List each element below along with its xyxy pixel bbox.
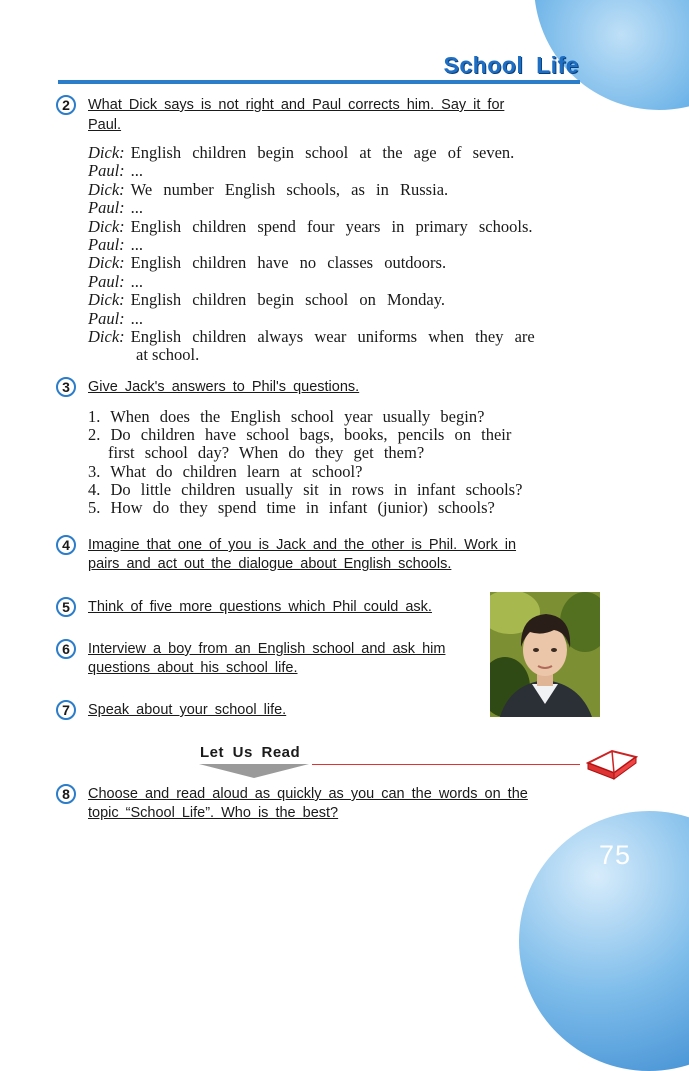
task-instruction-line: Give Jack's answers to Phil's questions. [88, 379, 360, 395]
dialogue-text: ... [130, 198, 144, 218]
boy-portrait-illustration [490, 592, 600, 717]
speaker-label: Paul: [88, 198, 125, 218]
title-divider [58, 80, 580, 84]
dialogue-line [88, 218, 580, 236]
question-item: 1. When does the English school year usually begin? [88, 407, 485, 426]
task-instruction-line: Interview a boy from an English school and ask him [88, 641, 446, 657]
section-title: Let Us Read [200, 744, 301, 761]
dialogue-block [88, 144, 580, 365]
question-item: 2. Do children have school bags, books, pencils on their [88, 425, 512, 445]
question-item: 5. How do they spend time in infant (junior) schools? [88, 498, 495, 518]
speaker-label: Dick: [88, 327, 125, 347]
dialogue-line [88, 328, 580, 346]
task-instruction-line: Choose and read aloud as quickly as you can the words on the [88, 786, 528, 802]
speaker-label: Paul: [88, 308, 125, 328]
dialogue-text: ... [130, 235, 144, 255]
section-arrow-decoration [199, 764, 309, 778]
dialogue-text: ... [130, 271, 144, 291]
dialogue-line [88, 273, 580, 291]
task-number-badge: 2 [56, 95, 76, 115]
task-instruction-line: topic “School Life”. Who is the best? [88, 805, 339, 821]
dialogue-text: English children have no classes outdoors. [130, 253, 447, 273]
dialogue-line [88, 254, 580, 272]
task-instruction-line: Think of five more questions which Phil could ask. [88, 599, 432, 615]
speaker-label: Dick: [88, 290, 125, 310]
boy-photo [490, 592, 600, 717]
dialogue-text: ... [130, 308, 144, 328]
dialogue-line [88, 291, 580, 309]
dialogue-text: English children spend four years in primary schools. [130, 216, 533, 236]
speaker-label: Dick: [88, 179, 125, 199]
dialogue-line [88, 162, 580, 180]
task-number-badge: 3 [56, 377, 76, 397]
speaker-label: Dick: [88, 253, 125, 273]
speaker-label: Dick: [88, 143, 125, 162]
task-instruction-line: Speak about your school life. [88, 702, 287, 718]
open-book-icon [586, 743, 638, 788]
page-number: 75 [598, 840, 631, 870]
task-instruction-line: Paul. [88, 117, 122, 133]
question-item: 4. Do little children usually sit in rows in infant schools? [88, 479, 523, 499]
dialogue-line [88, 310, 580, 328]
task-number-badge: 5 [56, 597, 76, 617]
task-number-badge: 4 [56, 535, 76, 555]
speaker-label: Paul: [88, 235, 125, 255]
dialogue-line [88, 236, 580, 254]
task-instruction-line: questions about his school life. [88, 660, 298, 676]
question-list [88, 408, 580, 517]
task-number-badge: 6 [56, 639, 76, 659]
dialogue-line [88, 199, 580, 217]
task-number-badge: 8 [56, 784, 76, 804]
dialogue-text: ... [130, 161, 144, 181]
task-instruction-line: What Dick says is not right and Paul corrects him. Say it for [88, 97, 505, 113]
section-divider [312, 764, 580, 765]
question-item-continuation: first school day? When do they get them? [108, 443, 425, 463]
dialogue-line [88, 181, 580, 199]
dialogue-continuation: at school. [136, 345, 200, 365]
task-instruction-line: pairs and act out the dialogue about English schools. [88, 556, 452, 572]
dialogue-text: English children begin school on Monday. [130, 290, 446, 310]
dialogue-text: English children always wear uniforms when they are [130, 327, 535, 347]
question-item: 3. What do children learn at school? [88, 461, 363, 481]
task-number-badge: 7 [56, 700, 76, 720]
dialogue-text: We number English schools, as in Russia. [130, 179, 449, 199]
speaker-label: Paul: [88, 161, 125, 181]
speaker-label: Dick: [88, 216, 125, 236]
speaker-label: Paul: [88, 271, 125, 291]
page-title: School Life [443, 52, 579, 78]
dialogue-line [88, 144, 580, 162]
task-instruction-line: Imagine that one of you is Jack and the other is Phil. Work in [88, 537, 517, 553]
dialogue-text: English children begin school at the age of seven. [130, 143, 515, 162]
